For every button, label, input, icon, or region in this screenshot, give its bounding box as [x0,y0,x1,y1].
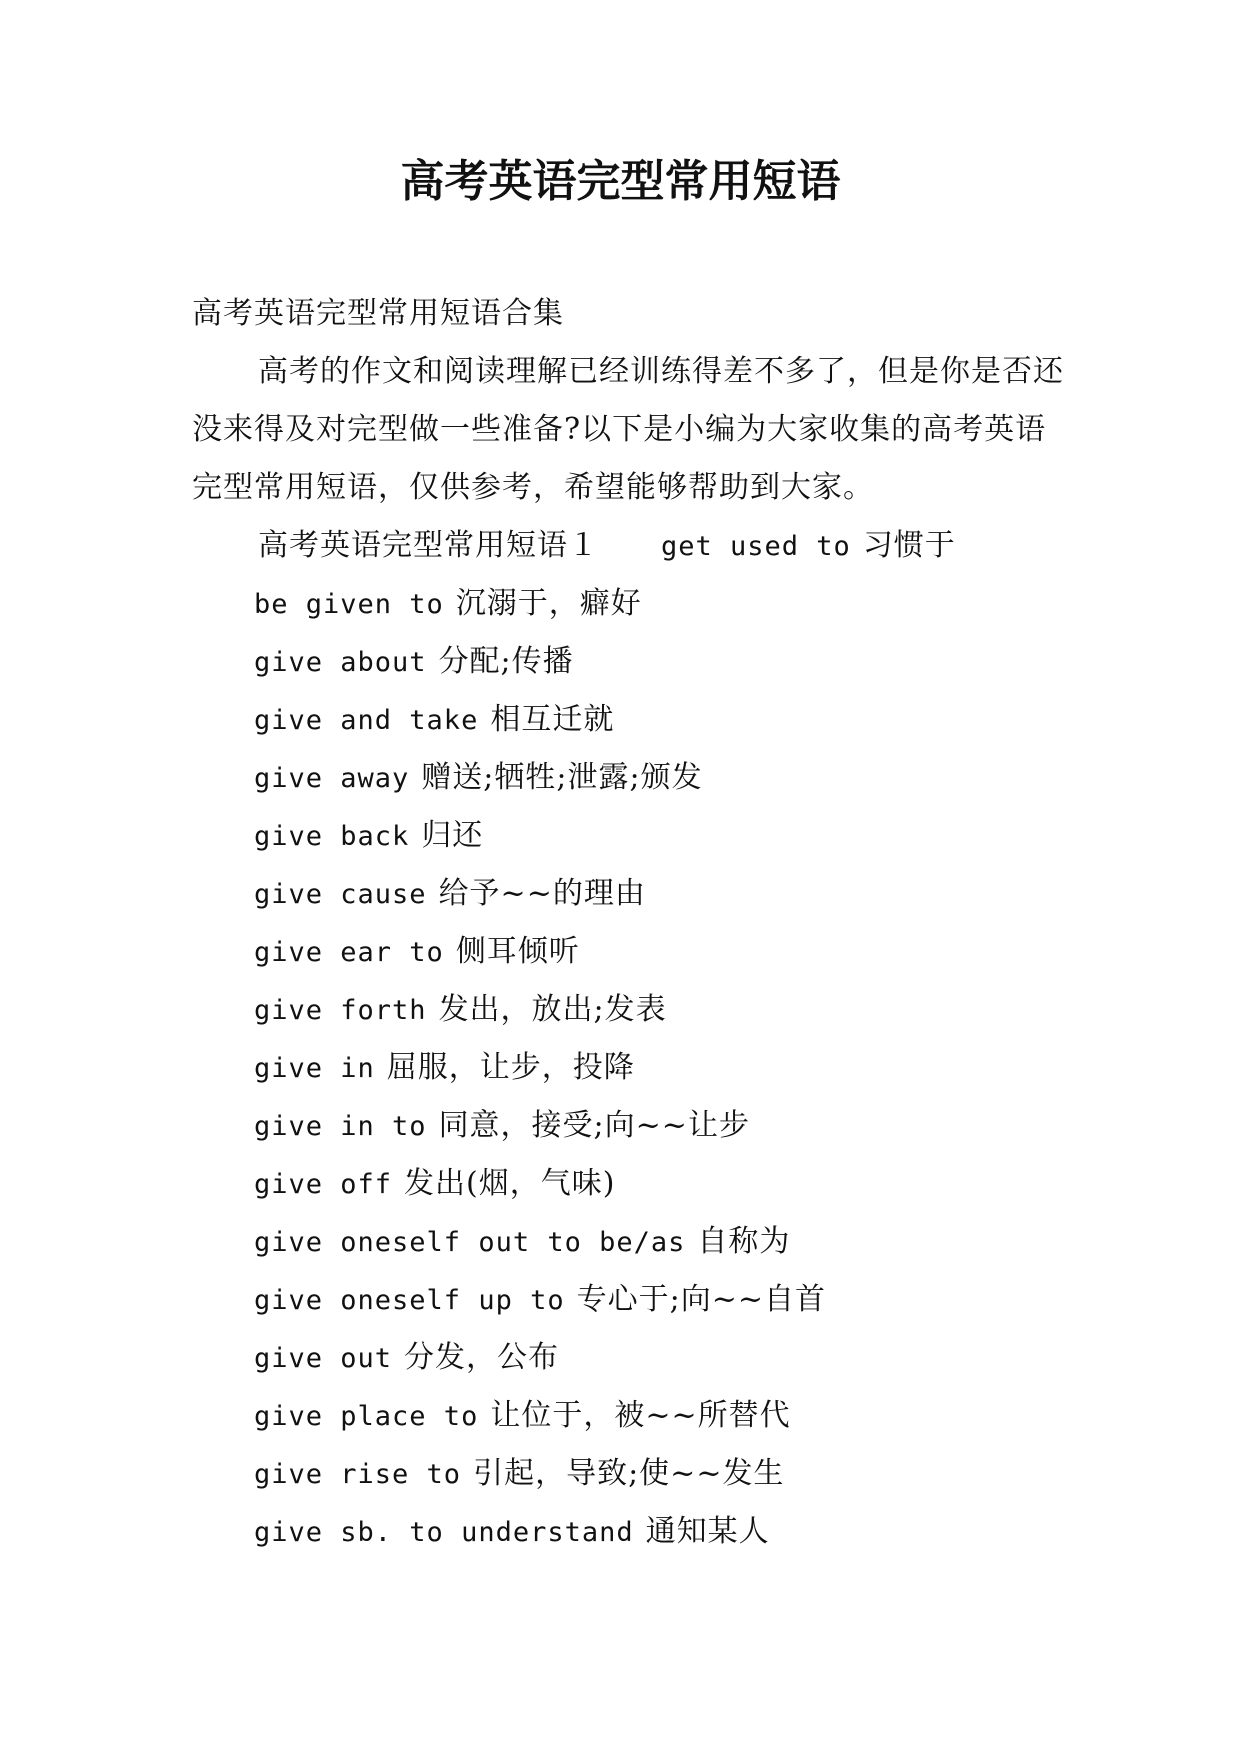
phrase-chinese: 让位于，被~~所替代 [490,1398,791,1433]
collection-subtitle: 高考英语完型常用短语合集 [192,296,564,331]
section-first-line [192,517,1072,575]
phrase-item [192,1445,1072,1503]
phrase-english: give back [254,821,410,852]
phrase-english: give oneself up to [254,1285,565,1316]
phrase-item [192,575,1072,633]
phrase-chinese: 屈服，让步，投降 [386,1050,635,1085]
phrase-chinese: 归还 [421,818,484,853]
phrase-item [192,749,1072,807]
phrase-english: give sb. to understand [254,1517,634,1548]
phrase-chinese: 习惯于 [862,528,956,563]
phrase-item [192,1387,1072,1445]
phrase-english: give off [254,1169,393,1200]
phrase-english: give about [254,647,427,678]
phrase-item [192,1271,1072,1329]
phrase-item [192,981,1072,1039]
document-body [192,285,1072,1561]
phrase-english: get used to [661,531,851,562]
phrase-list [192,575,1072,1561]
phrase-chinese: 发出，放出;发表 [438,992,667,1027]
phrase-english: give and take [254,705,479,736]
phrase-chinese: 侧耳倾听 [455,934,580,969]
phrase-item [192,1097,1072,1155]
phrase-chinese: 发出(烟，气味) [404,1166,616,1201]
phrase-chinese: 专心于;向~~自首 [576,1282,826,1317]
document-title: 高考英语完型常用短语 [400,156,841,207]
phrase-chinese: 自称为 [697,1224,791,1259]
phrase-english: give ear to [254,937,444,968]
phrase-chinese: 给予~~的理由 [438,876,646,911]
phrase-chinese: 引起，导致;使~~发生 [473,1456,785,1491]
intro-paragraph: 高考的作文和阅读理解已经训练得差不多了，但是你是否还没来得及对完型做一些准备?以下是小编为大家收集的高考英语完型常用短语，仅供参考，希望能够帮助到大家。 [192,354,1064,505]
phrase-item [192,1503,1072,1561]
phrase-english: give in to [254,1111,427,1142]
phrase-english: give out [254,1343,393,1374]
phrase-english: give oneself out to be/as [254,1227,686,1258]
phrase-item [192,1039,1072,1097]
phrase-item [192,923,1072,981]
phrase-english: give away [254,763,410,794]
phrase-english: give cause [254,879,427,910]
phrase-item [192,807,1072,865]
phrase-item [192,1155,1072,1213]
phrase-item [192,633,1072,691]
phrase-chinese: 分配;传播 [438,644,574,679]
phrase-chinese: 相互迁就 [490,702,615,737]
phrase-english: give forth [254,995,427,1026]
section-heading: 高考英语完型常用短语１ [258,528,599,563]
phrase-chinese: 通知某人 [645,1514,770,1549]
phrase-chinese: 同意，接受;向~~让步 [438,1108,750,1143]
phrase-chinese: 分发，公布 [404,1340,560,1375]
phrase-item [192,865,1072,923]
phrase-chinese: 赠送;牺牲;泄露;颁发 [421,760,703,795]
phrase-english: give rise to [254,1459,462,1490]
phrase-english: be given to [254,589,444,620]
phrase-item [192,1329,1072,1387]
phrase-item [192,691,1072,749]
phrase-item [192,1213,1072,1271]
phrase-english: give in [254,1053,375,1084]
phrase-chinese: 沉溺于，癖好 [455,586,642,621]
phrase-english: give place to [254,1401,479,1432]
